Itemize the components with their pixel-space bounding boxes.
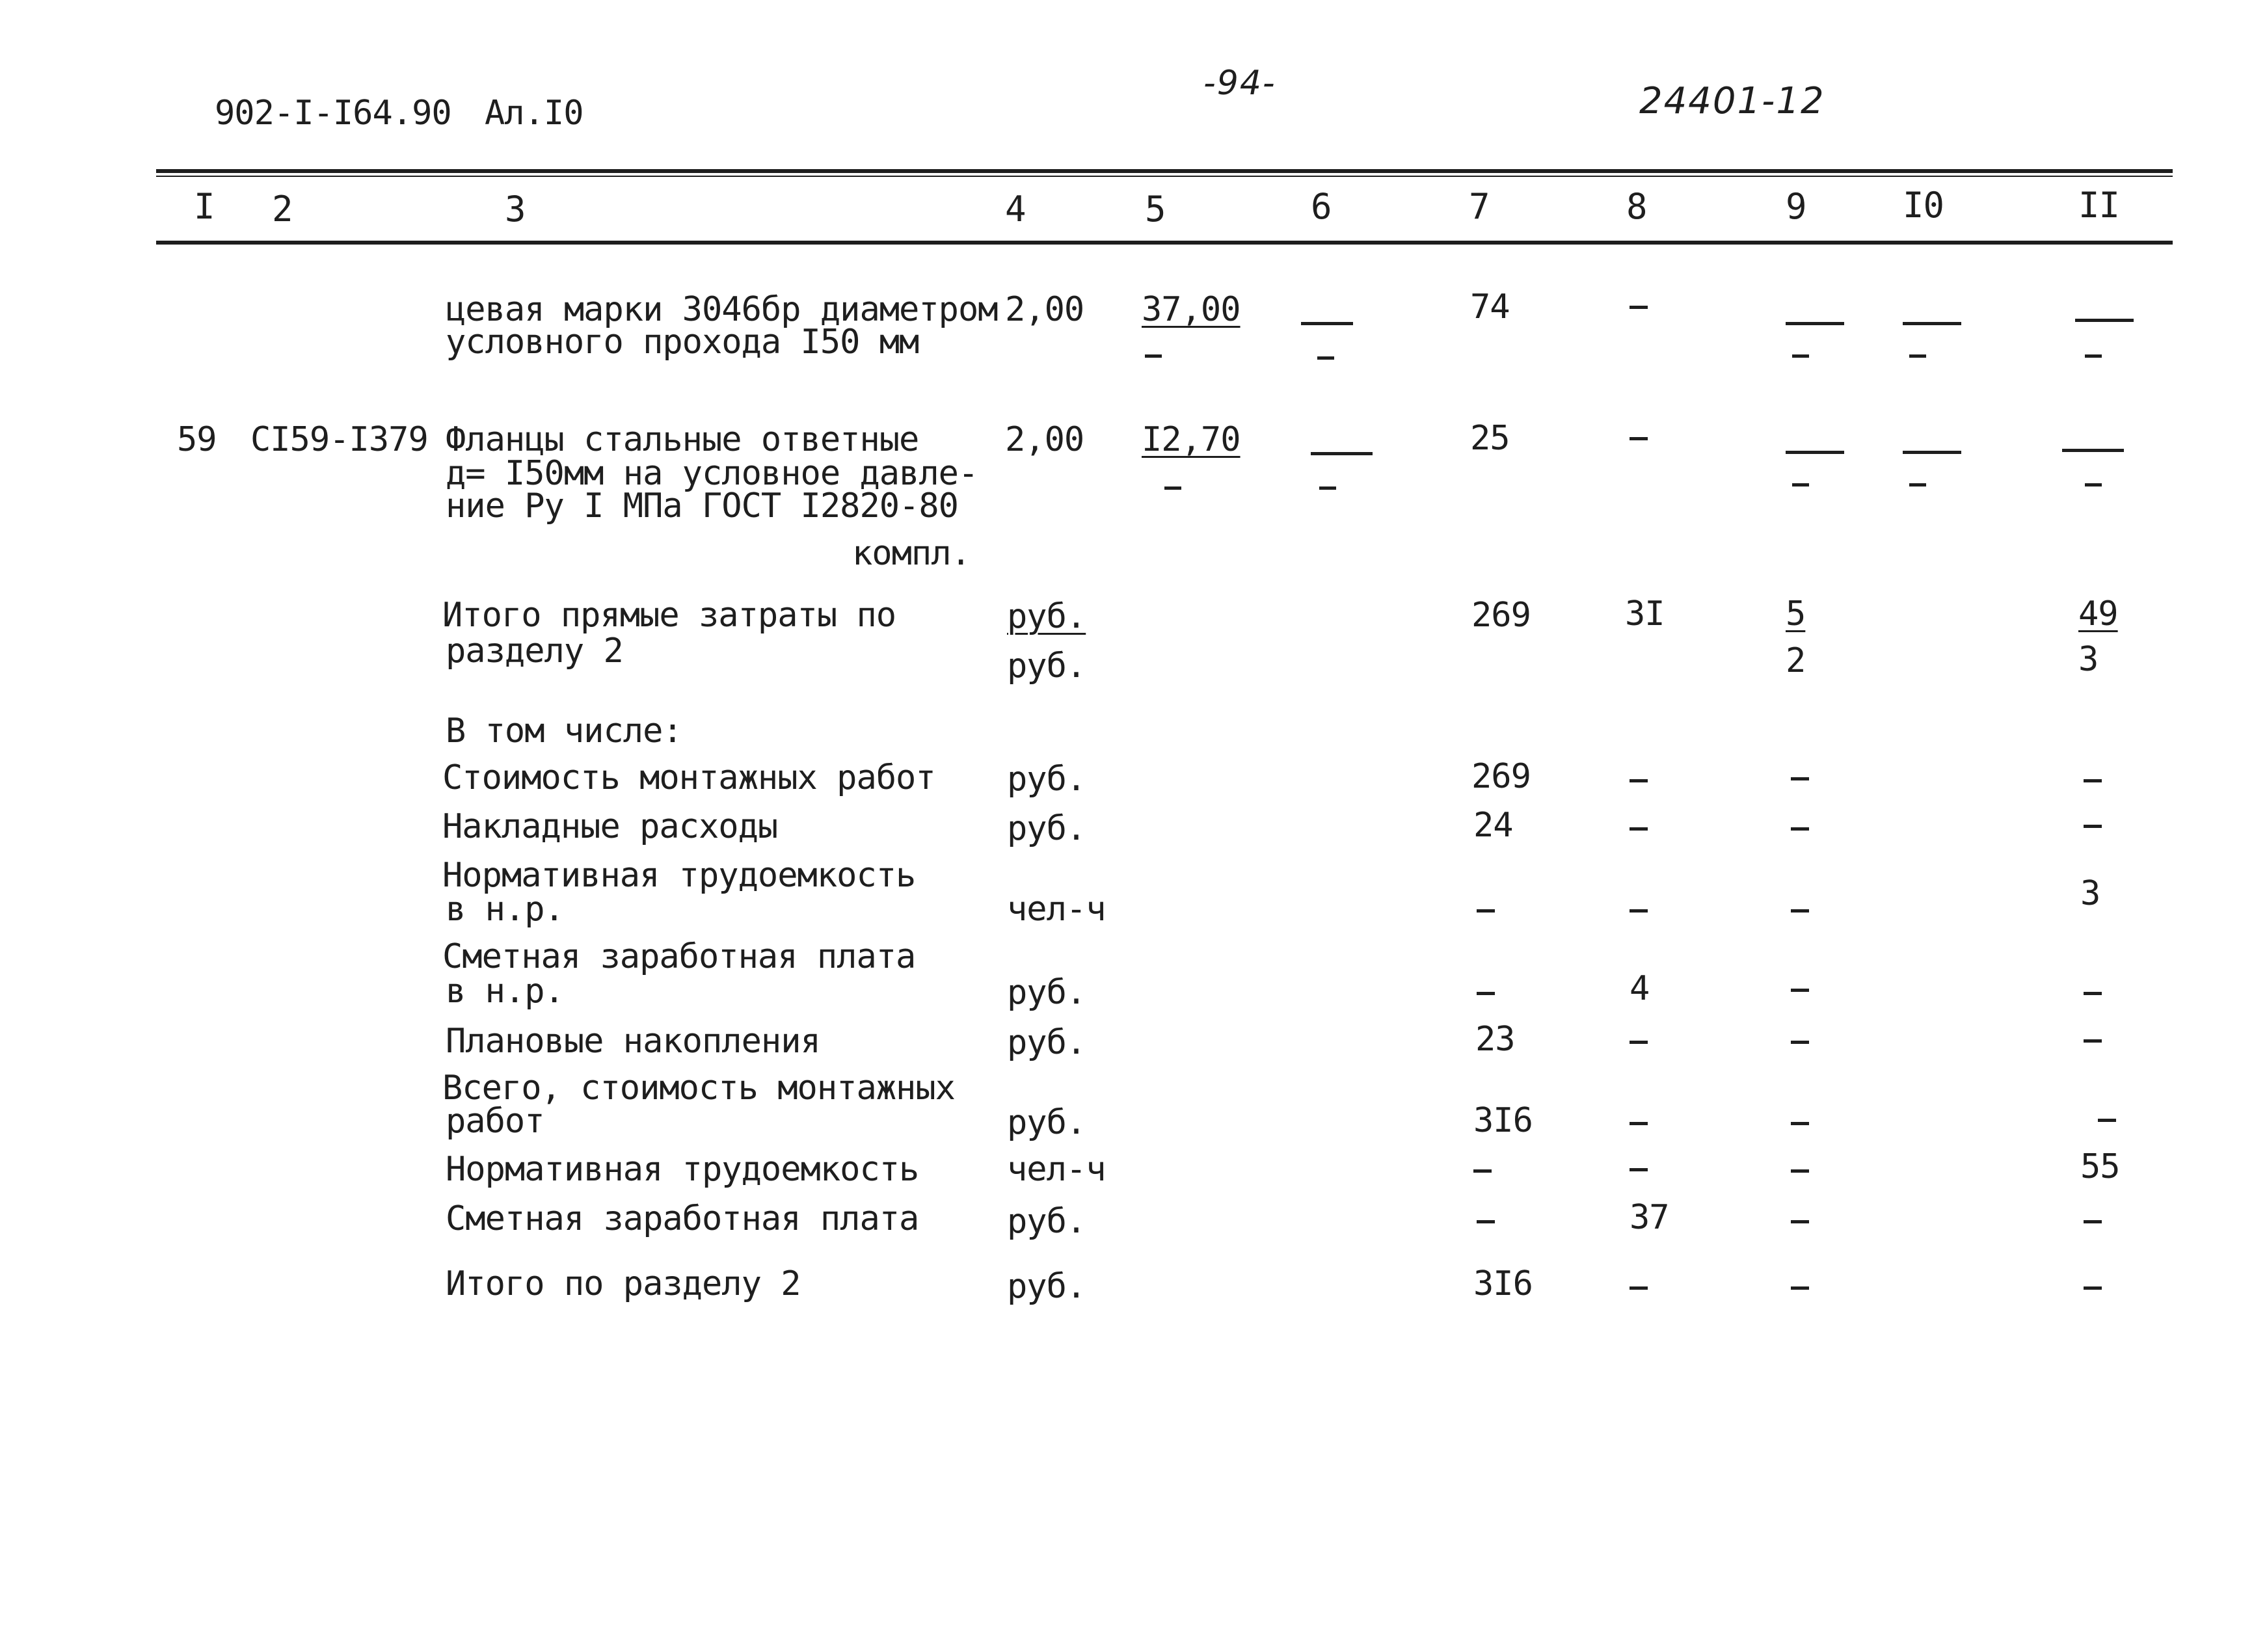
row12-desc: Сметная заработная плата [446,1199,919,1238]
row6-c7: 24 [1473,806,1513,845]
row9-unit: руб. [1007,1023,1086,1062]
row3-c11-denominator: 3 [2078,640,2099,679]
row1-c9-bottom-dash [1792,354,1809,358]
row10-c8-dash [1630,1122,1648,1125]
row5-c7: 269 [1471,757,1531,796]
row8-c7-dash [1477,992,1495,995]
row10-desc-line2: работ [446,1102,544,1141]
row2-price-code: CI59-I379 [250,420,428,459]
row6-unit: руб. [1007,809,1086,848]
row7-c9-dash [1791,909,1809,913]
header-bottom-rule [156,241,2173,245]
row10-c7: 3I6 [1473,1101,1533,1140]
row3-c8: 3I [1625,594,1665,633]
row6-c11-dash [2084,825,2102,828]
row8-c8: 4 [1630,969,1650,1008]
row1-total: 74 [1470,287,1510,326]
col-header-8: 8 [1626,186,1647,227]
row7-unit: чел-ч [1007,890,1106,929]
row2-c11-bottom-dash [2085,483,2102,486]
row2-c11-fraction-dash [2062,449,2124,452]
row12-unit: руб. [1007,1202,1086,1241]
col-header-9: 9 [1786,186,1806,227]
row3-desc-line1: Итого прямые затраты по [442,596,896,635]
row10-desc-line1: Всего, стоимость монтажных [442,1069,955,1108]
row8-desc-line2: в н.р. [446,972,564,1011]
row11-c8-dash [1630,1168,1648,1171]
row13-desc: Итого по разделу 2 [446,1264,801,1303]
row11-c11: 55 [2080,1147,2120,1186]
row1-quantity: 2,00 [1005,290,1084,329]
row13-c7: 3I6 [1473,1264,1533,1303]
row5-c9-dash [1791,777,1809,780]
row3-unit-bottom: руб. [1007,646,1086,686]
row10-c11-dash [2098,1119,2116,1122]
row12-c11-dash [2084,1220,2102,1223]
row10-unit: руб. [1007,1103,1086,1142]
row2-c5-bottom-dash [1164,486,1181,490]
row3-desc-line2: разделу 2 [446,632,623,671]
row2-c6-fraction-dash [1311,452,1373,455]
row7-desc-line2: в н.р. [446,890,564,929]
row5-c11-dash [2084,779,2102,782]
sheet-number: Ал.I0 [485,94,584,133]
col-header-6: 6 [1311,186,1332,227]
col-header-10: I0 [1903,185,1944,226]
row13-c11-dash [2084,1286,2102,1290]
row9-c8-dash [1630,1041,1648,1044]
row1-desc-line2: условного прохода I50 мм [446,323,919,362]
row2-desc-line3: ние Ру I МПа ГОСТ I2820-80 [446,486,958,526]
row3-unit-top: руб. [1007,597,1086,636]
row2-quantity: 2,00 [1005,420,1084,459]
row2-desc-line1: Фланцы стальные ответные [446,420,919,459]
row1-c11-fraction-dash [2075,319,2134,322]
row6-desc: Накладные расходы [442,807,778,846]
row2-c9-fraction-dash [1786,451,1844,454]
row2-c8-dash [1630,437,1648,440]
row1-c6-bottom-dash [1317,356,1334,360]
row1-c10-bottom-dash [1909,354,1926,358]
row1-c8-dash [1630,306,1648,309]
row8-unit: руб. [1007,973,1086,1012]
row2-item-number: 59 [177,420,217,459]
row6-c8-dash [1630,827,1648,831]
row9-c11-dash [2084,1039,2102,1043]
row11-desc: Нормативная трудоемкость [446,1150,919,1189]
row5-desc: Стоимость монтажных работ [442,758,935,797]
row1-c6-fraction-dash [1301,322,1353,325]
row1-c5-bottom-dash [1145,354,1162,358]
row3-c9-numerator: 5 [1786,594,1806,633]
col-header-2: 2 [272,189,293,230]
row13-c9-dash [1791,1286,1809,1290]
row7-c8-dash [1630,909,1648,913]
row1-unit-price: 37,00 [1142,290,1241,329]
row7-c11: 3 [2080,874,2100,913]
row5-unit: руб. [1007,760,1086,799]
header-top-rule-thin [156,176,2173,177]
row3-c11-numerator: 49 [2078,594,2118,633]
row12-c9-dash [1791,1220,1809,1223]
document-code: 902-I-I64.90 [215,94,451,133]
row3-c7: 269 [1471,596,1531,635]
row7-c7-dash [1477,909,1495,913]
row12-c8: 37 [1630,1198,1669,1237]
row2-unit-price: I2,70 [1142,420,1241,459]
row9-desc: Плановые накопления [446,1022,820,1061]
col-header-5: 5 [1145,189,1166,230]
row8-c11-dash [2084,992,2102,995]
row1-desc-line1: цевая марки 3046бр диаметром [446,290,998,329]
row8-c9-dash [1791,989,1809,992]
row2-total: 25 [1470,419,1510,458]
row3-c9-denominator: 2 [1786,641,1806,680]
row9-c9-dash [1791,1041,1809,1044]
row1-c10-fraction-dash [1903,322,1961,325]
row9-c7: 23 [1475,1020,1515,1059]
row11-c7-dash [1473,1169,1492,1173]
row7-desc-line1: Нормативная трудоемкость [442,856,916,895]
row1-c11-bottom-dash [2085,354,2102,358]
col-header-4: 4 [1005,189,1026,230]
row11-unit: чел-ч [1007,1150,1106,1189]
row8-desc-line1: Сметная заработная плата [442,937,916,976]
row5-c8-dash [1630,779,1648,782]
inventory-number: 24401-12 [1639,80,1825,122]
row11-c9-dash [1791,1169,1809,1173]
row6-c9-dash [1791,827,1809,831]
col-header-7: 7 [1469,186,1490,227]
row2-c6-bottom-dash [1319,486,1336,490]
row2-c9-bottom-dash [1792,483,1809,486]
row13-unit: руб. [1007,1267,1086,1306]
col-header-3: 3 [505,189,526,230]
col-header-1: I [194,186,215,227]
row13-c8-dash [1630,1286,1648,1290]
header-top-rule [156,169,2173,173]
row2-c10-fraction-dash [1903,451,1961,454]
row2-unit-set: компл. [852,534,971,573]
page-number: -94- [1203,64,1276,103]
col-header-11: II [2078,185,2120,226]
row10-c9-dash [1791,1122,1809,1125]
row4-desc: В том числе: [446,712,682,751]
row2-desc-line2: д= I50мм на условное давле- [446,454,978,493]
row1-c9-fraction-dash [1786,322,1844,325]
row12-c7-dash [1477,1220,1495,1223]
row2-c10-bottom-dash [1909,483,1926,486]
